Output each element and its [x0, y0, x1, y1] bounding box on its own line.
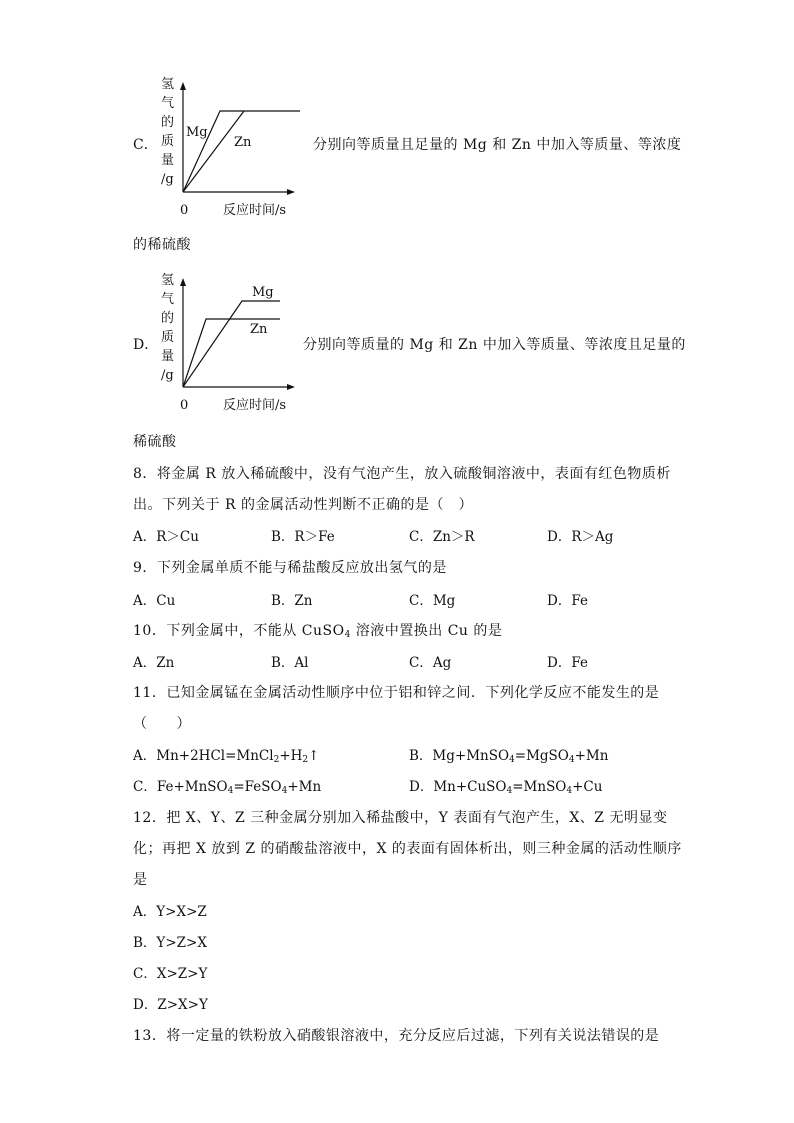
- line-label-mg: Mg: [252, 285, 274, 300]
- option-a[interactable]: A．Zn: [133, 655, 175, 671]
- line-label-mg: Mg: [186, 125, 208, 140]
- option-d[interactable]: D．R＞Ag: [547, 529, 614, 545]
- option-b[interactable]: B．Y>Z>X: [133, 935, 207, 951]
- option-d-description: 分别向等质量的 Mg 和 Zn 中加入等质量、等浓度且足量的: [303, 337, 686, 353]
- question-stem: 10．下列金属中，不能从 CuSO$_4$ 溶液中置换出 Cu 的是: [133, 623, 503, 640]
- x-axis-arrow: [287, 384, 295, 390]
- y-axis-char: 氢: [161, 273, 175, 288]
- option-c[interactable]: C．Fe+MnSO$_4$=FeSO$_4$+Mn: [133, 779, 322, 796]
- option-d-description-cont: 稀硫酸: [133, 434, 177, 450]
- question-stem: 13．将一定量的铁粉放入硝酸银溶液中，充分反应后过滤，下列有关说法错误的是: [133, 1028, 660, 1044]
- y-axis-char: 气: [161, 292, 175, 307]
- question-stem-cont: 出。下列关于 R 的金属活动性判断不正确的是（ ）: [133, 497, 473, 513]
- option-c[interactable]: C．X>Z>Y: [133, 966, 208, 982]
- option-d[interactable]: D．Z>X>Y: [133, 997, 208, 1013]
- option-c[interactable]: C．Ag: [409, 655, 452, 671]
- y-axis-char: 气: [161, 96, 175, 111]
- line-label-zn: Zn: [234, 135, 252, 150]
- option-a[interactable]: A．Y>X>Z: [133, 904, 207, 920]
- line-label-zn: Zn: [250, 322, 268, 337]
- question-stem: 9．下列金属单质不能与稀盐酸反应放出氢气的是: [133, 560, 447, 576]
- option-d-label: D．: [133, 337, 159, 353]
- y-axis-char: 的: [161, 311, 175, 326]
- option-d[interactable]: D．Fe: [547, 593, 588, 609]
- question-stem: 8．将金属 R 放入稀硫酸中，没有气泡产生，放入硫酸铜溶液中，表面有红色物质析: [133, 466, 671, 482]
- option-a[interactable]: A．Cu: [133, 593, 176, 609]
- option-b[interactable]: B．R＞Fe: [271, 529, 335, 545]
- option-d[interactable]: D．Fe: [547, 655, 588, 671]
- option-c[interactable]: C．Zn＞R: [409, 529, 475, 545]
- option-b[interactable]: B．Al: [271, 655, 309, 671]
- y-axis-char: 质: [161, 330, 175, 345]
- option-d[interactable]: D．Mn+CuSO$_4$=MnSO$_4$+Cu: [409, 779, 603, 796]
- chart-c: [150, 70, 310, 222]
- question-stem-cont: （ ）: [133, 716, 191, 732]
- origin-label: 0: [180, 203, 189, 218]
- y-axis-arrow: [180, 82, 186, 90]
- y-axis-char: 量: [161, 349, 175, 364]
- question-stem: 12．把 X、Y、Z 三种金属分别加入稀盐酸中，Y 表面有气泡产生，X、Z 无明显变: [133, 810, 668, 826]
- question-stem: 11．已知金属锰在金属活动性顺序中位于铝和锌之间．下列化学反应不能发生的是: [133, 685, 660, 701]
- option-a[interactable]: A．R＞Cu: [133, 529, 199, 545]
- option-c-description-cont: 的稀硫酸: [133, 237, 191, 253]
- y-axis-char: 氢: [161, 77, 175, 92]
- mg-line: [183, 111, 300, 192]
- y-axis-char: /g: [161, 368, 174, 383]
- x-axis-arrow: [287, 189, 295, 195]
- y-axis-arrow: [180, 278, 186, 286]
- y-axis-char: 质: [161, 134, 175, 149]
- y-axis-char: /g: [161, 172, 174, 187]
- option-a[interactable]: A．$Mn+2HCl=MnCl_2+H_2↑$: [133, 748, 320, 765]
- question-stem-cont: 化；再把 X 放到 Z 的硝酸盐溶液中，X 的表面有固体析出，则三种金属的活动性顺序: [133, 841, 682, 857]
- x-axis-label: 反应时间/s: [223, 398, 287, 413]
- chart-d: [150, 268, 310, 418]
- option-c-label: C．: [133, 137, 158, 153]
- option-c-description: 分别向等质量且足量的 Mg 和 Zn 中加入等质量、等浓度: [313, 137, 682, 153]
- y-axis-char: 的: [161, 115, 175, 130]
- y-axis-char: 量: [161, 153, 175, 168]
- x-axis-label: 反应时间/s: [223, 203, 287, 218]
- option-b[interactable]: B．Mg+MnSO$_4$=MgSO$_4$+Mn: [409, 748, 609, 765]
- option-b[interactable]: B．Zn: [271, 593, 313, 609]
- question-stem-cont: 是: [133, 872, 148, 888]
- zn-line: [183, 111, 244, 192]
- option-c[interactable]: C．Mg: [409, 593, 456, 609]
- origin-label: 0: [180, 398, 189, 413]
